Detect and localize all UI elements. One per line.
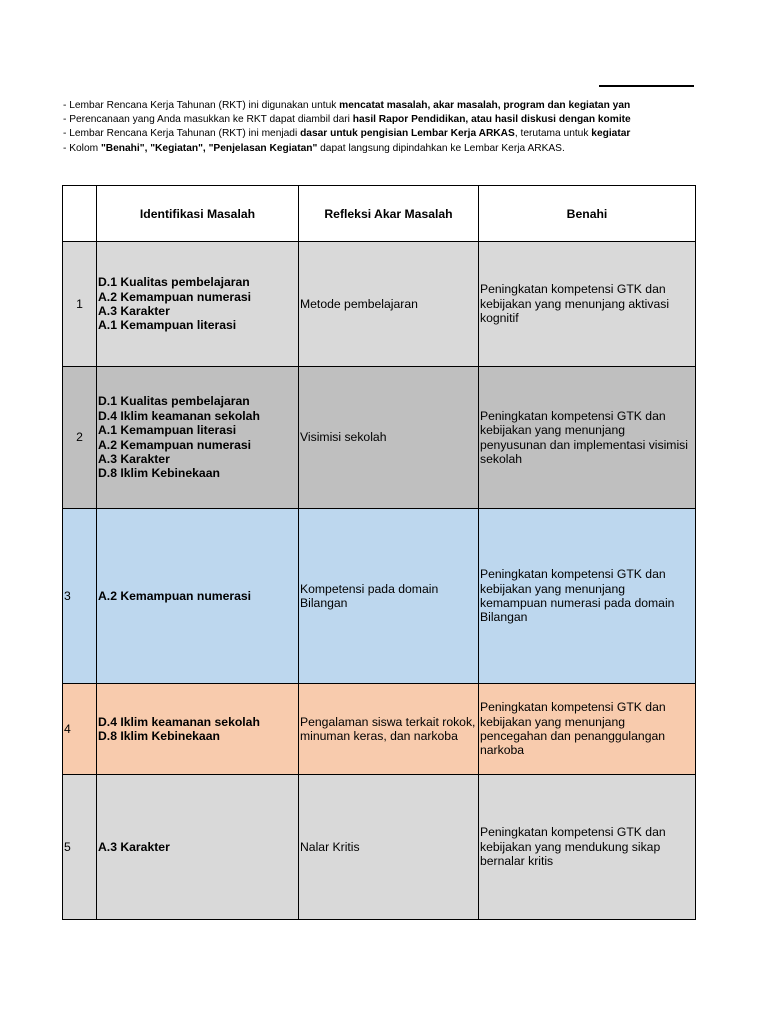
note-bold-text: dasar untuk pengisian Lembar Kerja ARKAS (300, 128, 515, 140)
row-number: 2 (63, 367, 97, 509)
note-text: - Perencanaan yang Anda masukkan ke RKT dapat diambil dari (63, 114, 353, 126)
root-cause-cell: Pengalaman siswa terkait rokok, minuman keras, dan narkoba (299, 684, 479, 775)
issues-cell (97, 367, 299, 509)
row-number: 4 (63, 684, 97, 775)
row-number: 1 (63, 242, 97, 367)
issue-item: A.3 Karakter (98, 451, 170, 466)
table-row (63, 242, 696, 367)
table-header-row (63, 186, 696, 242)
issue-item: D.8 Iklim Kebinekaan (98, 466, 220, 481)
instruction-notes (63, 99, 696, 156)
fix-cell: Peningkatan kompetensi GTK dan kebijakan yang menunjang aktivasi kognitif (479, 242, 696, 367)
root-cause-cell: Nalar Kritis (299, 775, 479, 920)
issues-cell (97, 775, 299, 920)
note-text: dapat langsung dipindahkan ke Lembar Kerja ARKAS. (317, 142, 565, 154)
header-identifikasi-masalah: Identifikasi Masalah (97, 186, 299, 242)
fix-cell: Peningkatan kompetensi GTK dan kebijakan yang menunjang pencegahan dan penanggulangan narkoba (479, 684, 696, 775)
root-cause-cell: Visimisi sekolah (299, 367, 479, 509)
issue-item: D.8 Iklim Kebinekaan (98, 729, 220, 743)
note-bold-text: kegiatar (591, 128, 631, 140)
fix-cell: Peningkatan kompetensi GTK dan kebijakan yang mendukung sikap bernalar kritis (479, 775, 696, 920)
header-refleksi-akar-masalah: Refleksi Akar Masalah (299, 186, 479, 242)
table-row (63, 684, 696, 775)
note-bold-text: mencatat masalah, akar masalah, program dan kegiatan yan (339, 100, 631, 111)
issue-item: A.3 Karakter (98, 839, 170, 854)
issue-item: D.4 Iklim keamanan sekolah (98, 714, 260, 729)
note-line (63, 99, 696, 113)
issue-item: A.2 Kemampuan numerasi (98, 437, 252, 452)
issue-item: D.1 Kualitas pembelajaran (98, 275, 250, 290)
note-text: - Kolom (63, 142, 101, 154)
issue-item: D.1 Kualitas pembelajaran (98, 394, 250, 409)
note-text: - Lembar Rencana Kerja Tahunan (RKT) ini digunakan untuk (63, 100, 340, 111)
table-row (63, 775, 696, 920)
issues-cell (97, 242, 299, 367)
row-number: 5 (63, 775, 97, 920)
table-row (63, 509, 696, 684)
rkt-table (62, 185, 696, 920)
issue-item: A.1 Kemampuan literasi (98, 423, 237, 438)
header-number (63, 186, 97, 242)
note-text: , terutama untuk (514, 128, 592, 140)
top-rule (599, 85, 694, 87)
note-bold-text: hasil Rapor Pendidikan, atau hasil diskusi dengan komite (352, 114, 631, 126)
issue-item: D.4 Iklim keamanan sekolah (98, 408, 260, 423)
fix-cell: Peningkatan kompetensi GTK dan kebijakan yang menunjang kemampuan numerasi pada domain Bilangan (479, 509, 696, 684)
root-cause-cell: Kompetensi pada domain Bilangan (299, 509, 479, 684)
note-bold-text: "Benahi", "Kegiatan", "Penjelasan Kegiatan" (100, 142, 318, 154)
fix-cell: Peningkatan kompetensi GTK dan kebijakan yang menunjang penyusunan dan implementasi visimisi sekolah (479, 367, 696, 509)
table-row (63, 367, 696, 509)
row-number: 3 (63, 509, 97, 684)
issue-item: A.2 Kemampuan numerasi (98, 588, 252, 603)
note-line (63, 113, 696, 127)
header-benahi: Benahi (479, 186, 696, 242)
note-text: - Lembar Rencana Kerja Tahunan (RKT) ini menjadi (63, 128, 301, 140)
issues-cell (97, 684, 299, 775)
issue-item: A.3 Karakter (98, 304, 170, 318)
note-line (63, 142, 696, 156)
issue-item: A.2 Kemampuan numerasi (98, 289, 252, 304)
issues-cell (97, 509, 299, 684)
root-cause-cell: Metode pembelajaran (299, 242, 479, 367)
note-line (63, 127, 696, 141)
issue-item: A.1 Kemampuan literasi (98, 318, 237, 333)
